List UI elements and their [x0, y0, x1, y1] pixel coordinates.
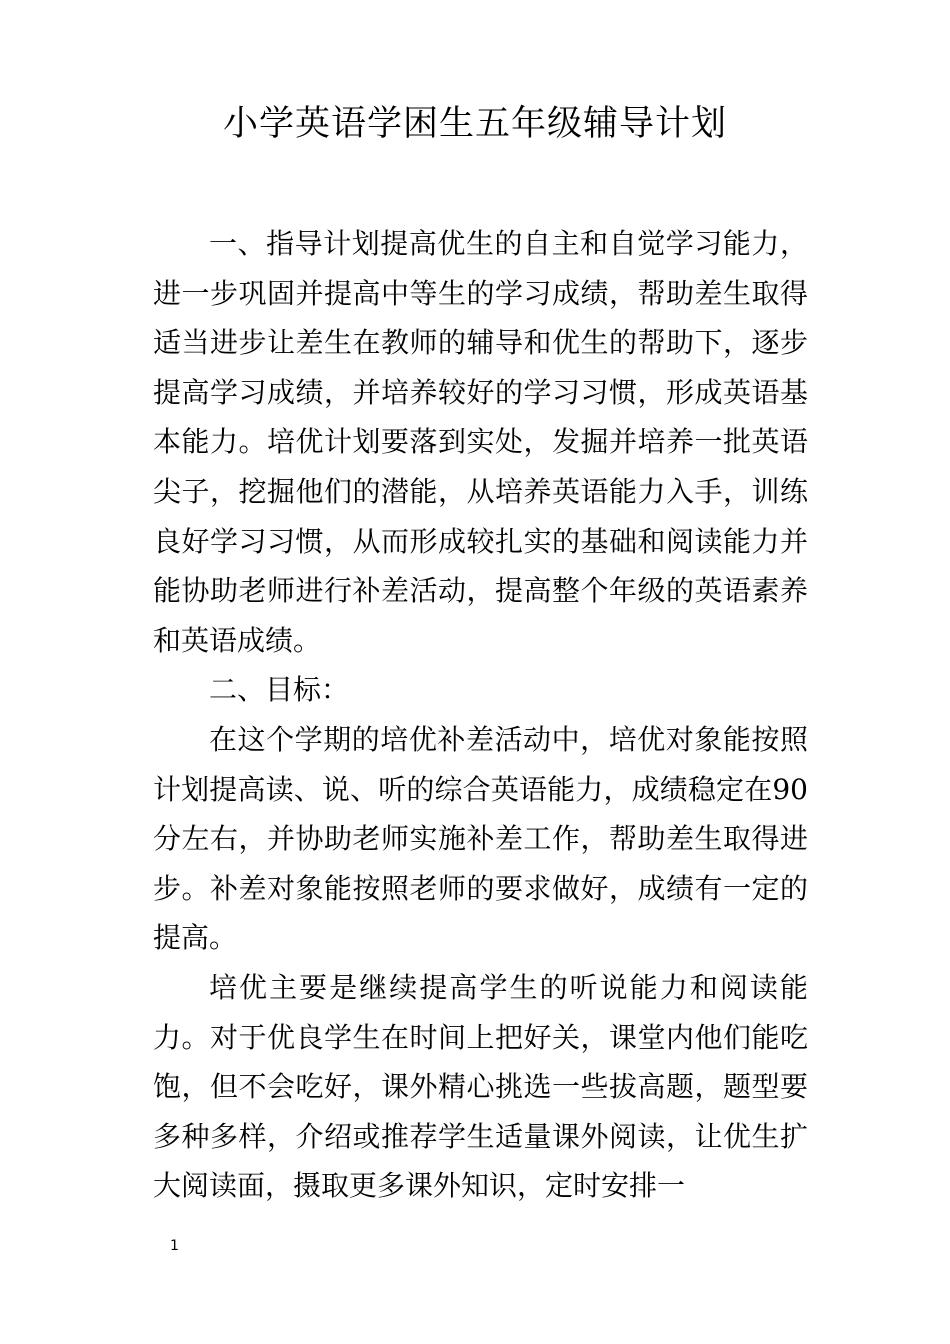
paragraph-guidance-plan: 一、指导计划提高优生的自主和自觉学习能力，进一步巩固并提高中等生的学习成绩，帮助差生取得适当进步让差生在教师的辅导和优生的帮助下，逐步提高学习成绩，并培养较好的学习习惯，形成英语基本能力。培优计划要落到实处，发掘并培养一批英语尖子，挖掘他们的潜能，从培养英语能力入手，训练良好学习习惯，从而形成较扎实的基础和阅读能力并能协助老师进行补差活动，提高整个年级的英语素养和英语成绩。	[153, 227, 808, 657]
page-number: 1	[170, 1238, 179, 1254]
document-title: 小学英语学困生五年级辅导计划	[222, 104, 727, 144]
paragraph-goals: 在这个学期的培优补差活动中，培优对象能按照计划提高读、说、听的综合英语能力，成绩稳定在90分左右，并协助老师实施补差工作，帮助差生取得进步。补差对象能按照老师的要求做好，成绩有一定的提高。	[153, 722, 808, 955]
paragraph-goals-heading: 二、目标：	[209, 673, 350, 707]
document-body	[153, 219, 808, 1211]
paragraph-excellent-students: 培优主要是继续提高学生的听说能力和阅读能力。对于优良学生在时间上把好关，课堂内他们能吃饱，但不会吃好，课外精心挑选一些拔高题，题型要多种多样，介绍或推荐学生适量课外阅读，让优生扩大阅读面，摄取更多课外知识，定时安排一	[153, 970, 808, 1203]
